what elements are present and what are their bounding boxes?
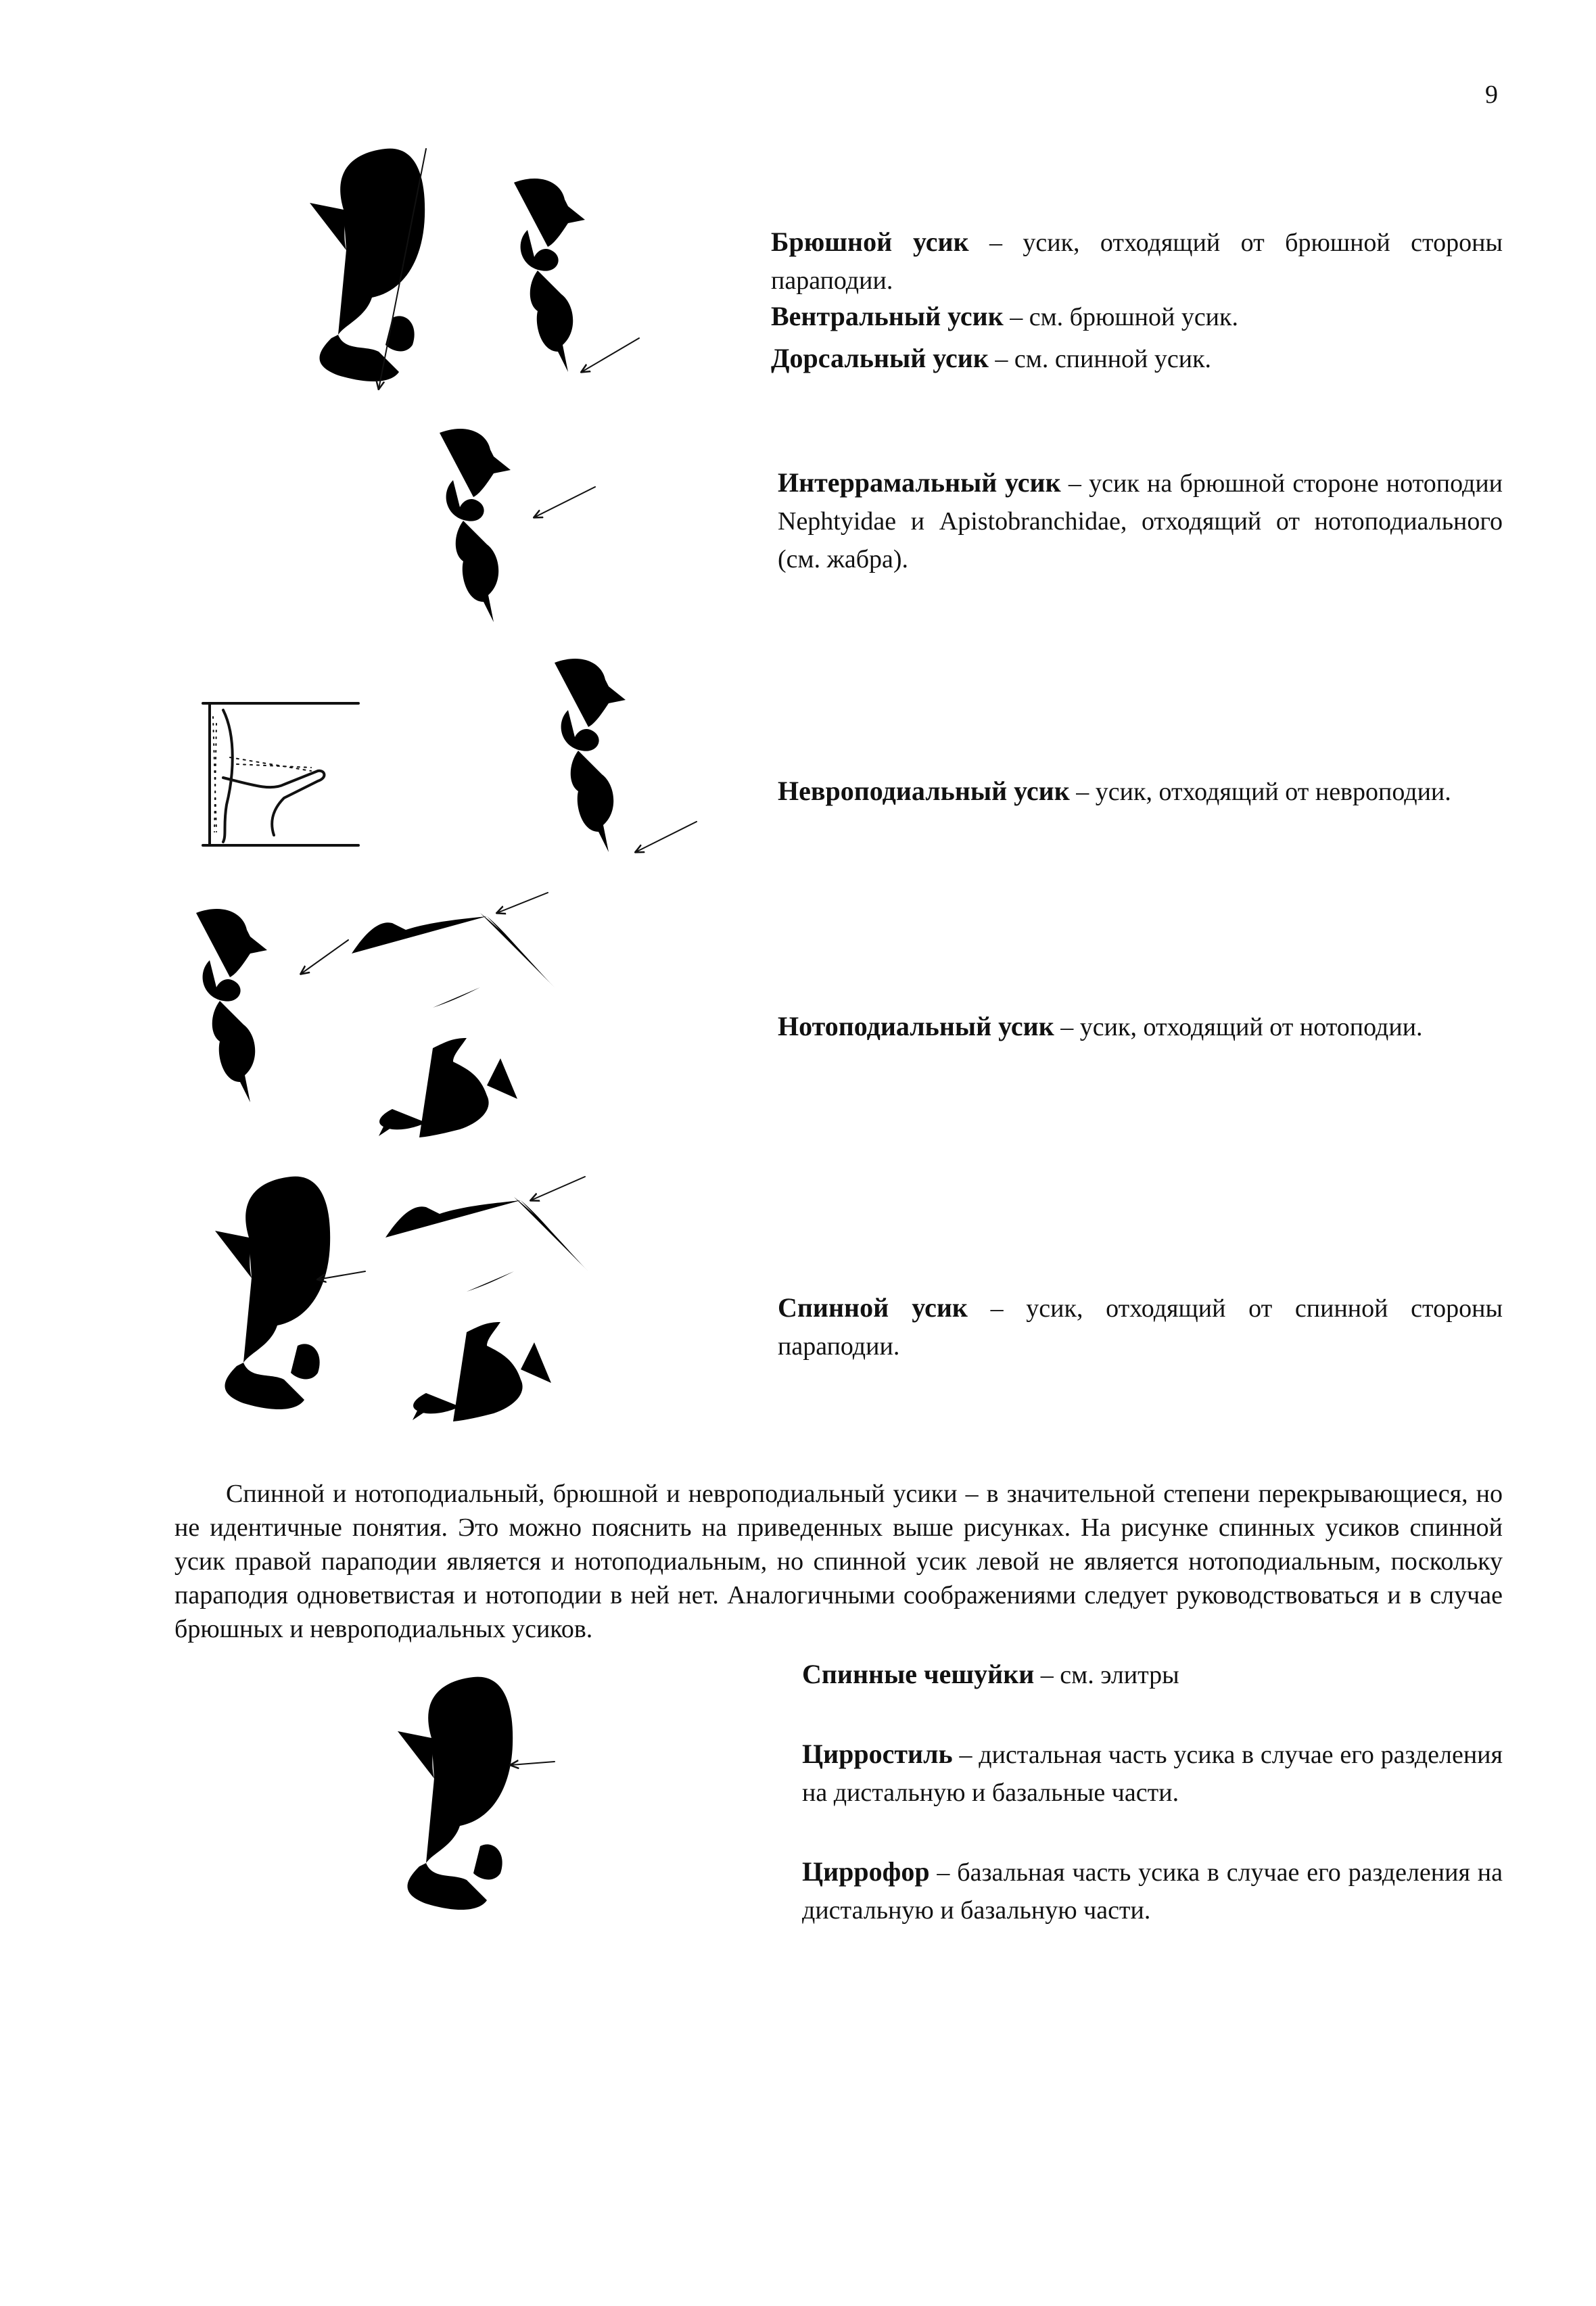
term-label: Интеррамальный усик: [778, 467, 1061, 498]
term-definition: – усик на брюшной стороне нотоподии Nephtyidae и Apistobranchidae, отходящий от нотоподиального (см. жабра).: [778, 469, 1503, 573]
term-definition: – см. брюшной усик.: [1003, 303, 1238, 331]
term-label: Невроподиальный усик: [778, 776, 1070, 806]
figure-dorsal-cirrus-lateral: [385, 1177, 683, 1447]
term-label: Брюшной усик: [771, 227, 969, 257]
term-definition: – усик, отходящий от нотоподии.: [1054, 1013, 1423, 1041]
figure-notopodial-cirrus-biramous: [169, 899, 358, 1129]
term-cirrophore: [802, 1853, 1503, 1929]
figure-uniramous-ventral-cirrus: [277, 149, 446, 419]
figure-biramous-ventral-cirrus: [487, 169, 649, 399]
term-label: Вентральный усик: [771, 301, 1004, 331]
term-label: Цирростиль: [802, 1739, 953, 1769]
term-ventral-cirrus: [771, 223, 1503, 300]
figure-dorsal-cirrus-uniramous: [183, 1177, 372, 1447]
term-label: Спинной усик: [778, 1292, 968, 1323]
term-ventral-synonym: [771, 298, 1503, 336]
term-definition: – см. спинной усик.: [988, 345, 1212, 373]
term-dorsal-scales: [802, 1655, 1503, 1694]
figure-body-section: [196, 697, 379, 859]
term-cirrostyle: [802, 1735, 1503, 1812]
term-definition: – усик, отходящий от спинной стороны параподии.: [778, 1294, 1503, 1361]
term-definition: – усик, отходящий от брюшной стороны параподии.: [771, 229, 1503, 295]
explanatory-paragraph: Спинной и нотоподиальный, брюшной и невроподиальный усики – в значительной степени перекрывающиеся, но не идентичные понятия. Это можно пояснить на приведенных выше рисунках. На рисунке спинных усиков спинной усик правой параподии является и нотоподиальным, но спинной усик левой не является нотоподиальным, поскольку параподия одноветвистая и нотоподии в ней нет. Аналогичными соображениями следует руководствоваться и в случае брюшных и невроподиальных усиков.: [174, 1480, 1503, 1643]
term-label: Циррофор: [802, 1856, 930, 1887]
term-dorsal-synonym: [771, 339, 1503, 378]
term-definition: – дистальная часть усика в случае его разделения на дистальную и базальные части.: [802, 1741, 1503, 1807]
term-neuropodial-cirrus: [778, 772, 1503, 811]
term-definition: – базальная часть усика в случае его разделения на дистальную и базальную части.: [802, 1858, 1503, 1925]
figure-neuropodial-cirrus: [527, 649, 703, 872]
figure-interramal-cirrus: [413, 419, 602, 649]
figure-notopodial-cirrus-lateral: [352, 893, 649, 1163]
term-label: Дорсальный усик: [771, 343, 989, 373]
page-number: 9: [1485, 80, 1498, 109]
term-definition: – см. элитры: [1034, 1661, 1179, 1689]
term-label: Спинные чешуйки: [802, 1659, 1035, 1689]
term-label: Нотоподиальный усик: [778, 1011, 1054, 1041]
figure-dorsal-cirrus-bottom: [365, 1677, 568, 1961]
term-interramal-cirrus: [778, 464, 1503, 578]
term-dorsal-cirrus: [778, 1289, 1503, 1365]
term-definition: – усик, отходящий от невроподии.: [1069, 778, 1451, 806]
term-notopodial-cirrus: [778, 1008, 1503, 1046]
